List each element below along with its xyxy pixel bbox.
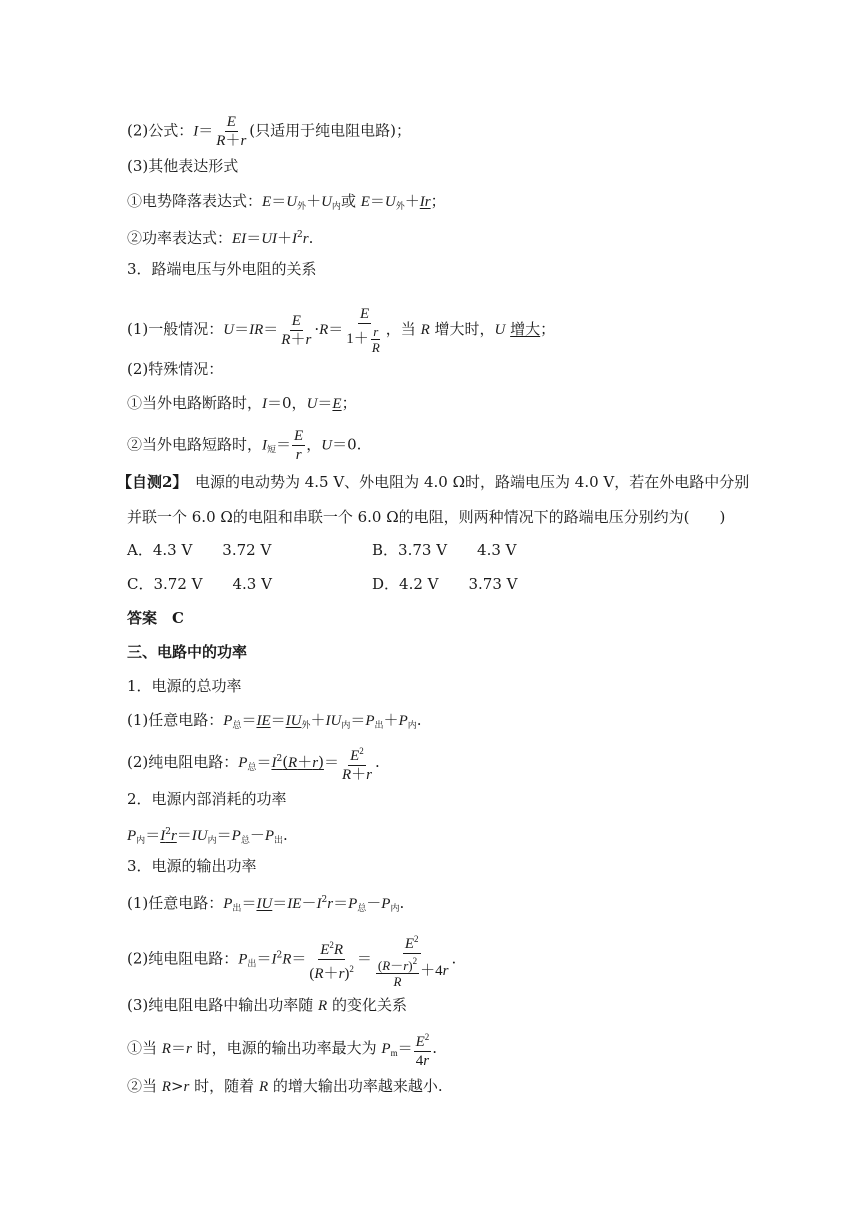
other-forms-line: (3)其他表达形式	[127, 157, 239, 175]
emf-drop-line: ①电势降落表达式：$E=U_外+U_内$或 $E=U_外+Ir$；	[127, 192, 446, 212]
power-1-pure-line: (2)纯电阻电路：$P_总=I^2(R+r)=$ $\frac{E^2}{R+r}$ .	[127, 742, 760, 784]
sub-nei-4: 内	[136, 836, 146, 846]
max-power-line: ①当 R＝r 时，电源的输出功率最大为 $P_m=$ $\frac{E^2}{4r}$ .	[127, 1028, 760, 1070]
fraction-e2-over-rr: $\frac{E^2}{R+r}$	[340, 742, 374, 784]
general-tail-b: 增大时，	[434, 320, 495, 338]
selftest-line-1	[117, 472, 760, 492]
p3-any-label: (1)任意电路：	[127, 894, 224, 912]
sub-zong: 总	[232, 721, 242, 731]
open-circuit-line: ①当外电路断路时，I＝0，U＝E；	[127, 394, 357, 412]
fraction-e2-over-complex: $E^2$ $\frac{(R-r)^2}{R}$ ＋4r	[373, 930, 451, 989]
general-label: (1)一般情况：	[127, 320, 224, 338]
sub-nei-3: 内	[407, 721, 417, 731]
power-form-label: ②功率表达式：	[127, 229, 233, 247]
option-a: A．4.3 V 3.72 V	[127, 541, 272, 559]
max-label-a: ①当	[127, 1039, 158, 1057]
max-label-b: 时，电源的输出功率最大为	[196, 1039, 377, 1057]
short-circuit-line: ②当外电路短路时，$I_短=$ $\frac{E}{r}$ ，U＝0.	[127, 428, 362, 463]
sub-zong-2: 总	[247, 763, 257, 773]
sub-wai: 外	[297, 202, 307, 212]
power-3-title: 3．电源的输出功率	[127, 857, 257, 875]
power-1-any-line: (1)任意电路：$P_总=IE=IU_外+IU_内=P_出+P_内$.	[127, 711, 422, 731]
relation-label: (3)纯电阻电路中输出功率随	[127, 996, 314, 1014]
option-d: D．4.2 V 3.73 V	[372, 575, 518, 593]
selftest-line-2: 并联一个 6.0 Ω的电阻和串联一个 6.0 Ω的电阻，则两种情况下的路端电压分别约为( )	[127, 508, 726, 526]
sub-nei-5: 内	[207, 836, 217, 846]
general-answer: 增大	[510, 320, 541, 338]
short-circuit-label: ②当外电路短路时，	[127, 435, 263, 454]
selftest-tag: 【自测2】	[117, 473, 180, 491]
sub-chu: 出	[374, 721, 384, 731]
power-1-title: 1．电源的总功率	[127, 677, 242, 695]
decrease-a: ②当	[127, 1077, 158, 1095]
general-case-line: (1)一般情况：U＝IR＝ $\frac{E}{R+r}$ ·R＝ E 1＋ $\frac{r}{R}$ ，当 R 增大时，U 增大；	[127, 306, 556, 355]
p1-any-label: (1)任意电路：	[127, 711, 224, 729]
sub-duan: 短	[267, 445, 277, 456]
relation-line: (3)纯电阻电路中输出功率随 R 的变化关系	[127, 996, 407, 1014]
power-3-any-line: (1)任意电路：$P_出=IU=IE-I^2r=P_总-P_内$.	[127, 894, 405, 914]
open-circuit-label: ①当外电路断路时，	[127, 394, 263, 412]
decrease-c: 的增大输出功率越来越小.	[272, 1077, 443, 1095]
p3-pure-label: (2)纯电阻电路：	[127, 949, 239, 968]
fraction-e-over-1-plus: E 1＋ $\frac{r}{R}$	[346, 306, 380, 355]
sub-zong-3: 总	[240, 836, 250, 846]
general-tail-a: ，当	[385, 320, 416, 338]
emf-drop-label: ①电势降落表达式：	[127, 192, 263, 210]
fraction-e-over-rr: $\frac{E}{R+r}$	[281, 312, 312, 348]
sub-wai-2: 外	[395, 202, 405, 212]
sub-zong-4: 总	[357, 904, 367, 914]
power-2-title: 2．电源内部消耗的功率	[127, 790, 287, 808]
decrease-b: 时，随着	[194, 1077, 255, 1095]
fraction-e2-over-4r: $\frac{E^2}{4r}$	[414, 1028, 432, 1070]
formula-line: (2)公式：I＝ $\frac{E}{R+r}$ (只适用于纯电阻电路)；	[127, 114, 412, 149]
fraction-e2r-over-rr2: $\frac{E^2R}{(R+r)^2}$	[307, 936, 356, 983]
sub-chu-3: 出	[232, 904, 242, 914]
special-case-line: (2)特殊情况：	[127, 360, 224, 378]
sub-nei-6: 内	[390, 904, 400, 914]
relation-tail: 的变化关系	[331, 996, 407, 1014]
part-3-title: 三、电路中的功率	[127, 643, 248, 661]
p1-pure-label: (2)纯电阻电路：	[127, 753, 239, 771]
section-3-title: 3．路端电压与外电阻的关系	[127, 260, 317, 278]
formula-label: (2)公式：	[127, 121, 194, 140]
formula-note: (只适用于纯电阻电路)；	[249, 121, 412, 140]
sub-chu-2: 出	[274, 836, 284, 846]
decrease-line: ②当 R>r 时，随着 R 的增大输出功率越来越小.	[127, 1077, 443, 1095]
power-form-line: ②功率表达式：$EI=UI+I^2r$.	[127, 229, 314, 247]
answer-line: 答案 C	[127, 609, 184, 627]
power-2-formula: $P_内=I^2r=IU_内=P_总-P_出$.	[127, 826, 288, 846]
power-3-pure-line: (2)纯电阻电路：$P_出=I^2R=$ $\frac{E^2R}{(R+r)^2}$ ＝ $E^2$ $\frac{(R-r)^2}{R}$ ＋4r .	[127, 930, 760, 989]
ohm-law-fraction: $\frac{E}{R+r}$	[216, 114, 247, 149]
selftest-text-1: 电源的电动势为 4.5 V、外电阻为 4.0 Ω时，路端电压为 4.0 V，若在外电路中分别	[194, 473, 750, 491]
sub-nei: 内	[331, 202, 341, 212]
sub-chu-4: 出	[247, 959, 257, 970]
sub-wai-3: 外	[301, 721, 311, 731]
sub-nei-2: 内	[341, 721, 351, 731]
option-c: C．3.72 V 4.3 V	[127, 575, 272, 593]
option-b: B．3.73 V 4.3 V	[372, 541, 517, 559]
fraction-e-over-r: $\frac{E}{r}$	[294, 428, 304, 463]
